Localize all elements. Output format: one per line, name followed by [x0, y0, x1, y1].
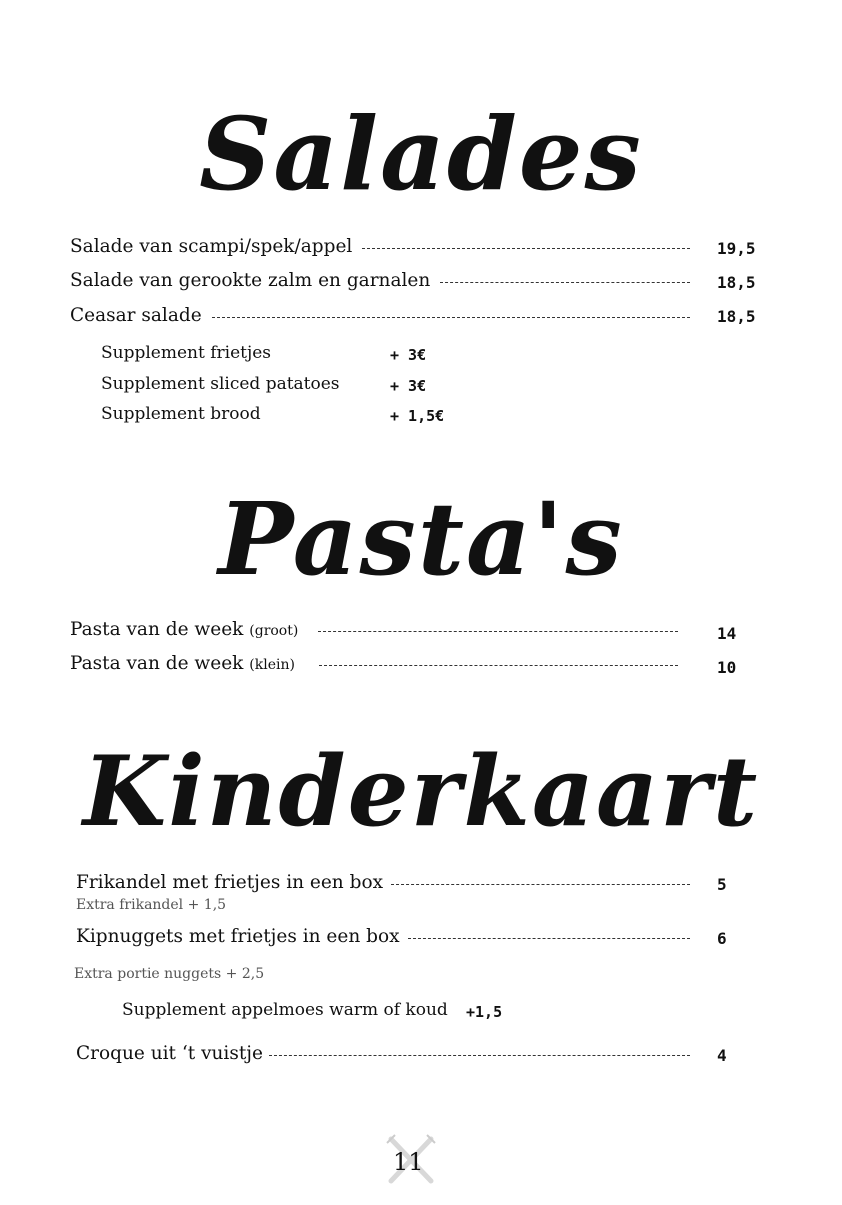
supplement-price: +1,5: [466, 1003, 503, 1021]
menu-item: Kipnuggets met frietjes in een box: [76, 926, 702, 947]
dotted-leader: [319, 665, 678, 666]
supplement-name: Supplement brood: [101, 404, 261, 424]
dotted-leader: [318, 631, 678, 632]
item-price: 4: [717, 1046, 727, 1065]
menu-item: Ceasar salade: [70, 305, 702, 326]
page-number: 11: [393, 1148, 424, 1176]
supplement-name: Supplement sliced patatoes: [101, 374, 340, 394]
item-price: 19,5: [717, 239, 756, 258]
menu-item: Croque uit ‘t vuistje: [76, 1043, 702, 1064]
extra-option: Extra portie nuggets + 2,5: [74, 966, 265, 982]
extra-option: Extra frikandel + 1,5: [76, 897, 227, 913]
item-price: 14: [717, 624, 737, 643]
item-price: 6: [717, 929, 727, 948]
supplement-name: Supplement appelmoes warm of koud: [122, 1000, 448, 1020]
item-price: 18,5: [717, 307, 756, 326]
dotted-leader: [408, 938, 690, 939]
dotted-leader: [269, 1055, 690, 1056]
dotted-leader: [391, 884, 690, 885]
menu-item: Salade van gerookte zalm en garnalen: [70, 270, 702, 291]
section-title-salades: Salades: [199, 95, 643, 213]
item-price: 10: [717, 658, 737, 677]
menu-item: Salade van scampi/spek/appel: [70, 236, 702, 257]
menu-item: Frikandel met frietjes in een box: [76, 872, 702, 893]
item-price: 18,5: [717, 273, 756, 292]
dotted-leader: [362, 248, 690, 249]
section-title-pastas: Pasta's: [218, 480, 624, 598]
supplement-price: + 3€: [390, 377, 427, 395]
dotted-leader: [440, 282, 690, 283]
dotted-leader: [212, 317, 690, 318]
menu-item: Pasta van de week (klein): [70, 653, 690, 674]
supplement-name: Supplement frietjes: [101, 343, 272, 363]
supplement-price: + 1,5€: [390, 407, 445, 425]
item-price: 5: [717, 875, 727, 894]
supplement-price: + 3€: [390, 346, 427, 364]
section-title-kinderkaart: Kinderkaart: [82, 735, 760, 848]
menu-item: Pasta van de week (groot): [70, 619, 690, 640]
